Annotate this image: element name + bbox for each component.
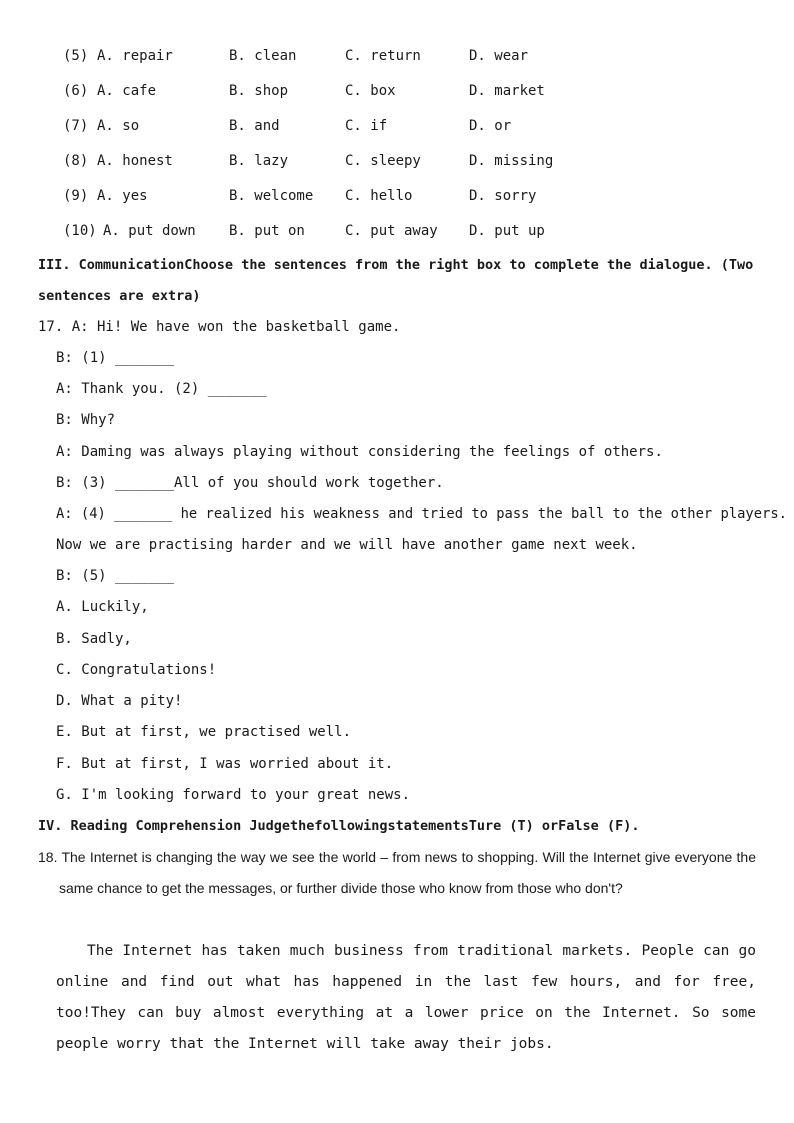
q17-line: B: (3) _______All of you should work together.	[56, 475, 444, 491]
q17-line: B: (5) _______	[56, 568, 175, 584]
option-d: D. missing	[469, 153, 554, 169]
q17-line: A: (4) _______ he realized his weakness and tried to pass the ball to the other players.	[56, 506, 787, 522]
choice-num: (7)	[63, 118, 89, 134]
q18-paragraph: The Internet has taken much business from traditional markets. People can go online and find out what has happened in the last few hours, and for free, too!They can buy almost everything at a lower price on the Internet. So some people worry that the Internet will take away their jobs.	[56, 943, 756, 1052]
option-d: D. or	[469, 118, 512, 134]
q17-option: E. But at first, we practised well.	[56, 724, 352, 740]
q17-line: A: Daming was always playing without considering the feelings of others.	[56, 444, 663, 460]
option-a: A. so	[97, 118, 140, 134]
option-b: B. shop	[229, 83, 289, 99]
option-b: B. welcome	[229, 188, 314, 204]
option-a: A. put down	[103, 223, 196, 239]
option-c: C. put away	[345, 223, 438, 239]
section-4-heading: IV. Reading Comprehension JudgethefollowingstatementsTure (T) orFalse (F).	[38, 818, 640, 834]
q17-option: G. I'm looking forward to your great news.	[56, 787, 411, 803]
q17-line: A: Thank you. (2) _______	[56, 381, 267, 397]
q18-intro-text: 18. The Internet is changing the way we see the world – from news to shopping. Will the Internet give everyone the same chance to get the messages, or further divide those who know from those who don't?	[38, 849, 756, 896]
q17-option: F. But at first, I was worried about it.	[56, 756, 394, 772]
option-a: A. repair	[97, 48, 173, 64]
option-b: B. put on	[229, 223, 305, 239]
option-d: D. market	[469, 83, 545, 99]
q17-line: B: (1) _______	[56, 350, 175, 366]
option-b: B. and	[229, 118, 280, 134]
choice-num: (5)	[63, 48, 89, 64]
option-a: A. honest	[97, 153, 173, 169]
section-3-heading-line2: sentences are extra)	[38, 288, 201, 304]
option-a: A. yes	[97, 188, 148, 204]
option-d: D. wear	[469, 48, 529, 64]
option-b: B. clean	[229, 48, 297, 64]
option-d: D. sorry	[469, 188, 537, 204]
option-c: C. hello	[345, 188, 413, 204]
q17-option: B. Sadly,	[56, 631, 132, 647]
q18-intro	[38, 842, 756, 904]
option-c: C. box	[345, 83, 396, 99]
choice-num: (6)	[63, 83, 89, 99]
option-b: B. lazy	[229, 153, 289, 169]
choice-num: (10)	[63, 223, 97, 239]
choice-num: (8)	[63, 153, 89, 169]
option-c: C. return	[345, 48, 421, 64]
q17-option: A. Luckily,	[56, 599, 149, 615]
q17-line: B: Why?	[56, 412, 116, 428]
option-c: C. sleepy	[345, 153, 421, 169]
q17-option: C. Congratulations!	[56, 662, 217, 678]
option-a: A. cafe	[97, 83, 157, 99]
option-d: D. put up	[469, 223, 545, 239]
choice-num: (9)	[63, 188, 89, 204]
q17-line: Now we are practising harder and we will have another game next week.	[56, 537, 638, 553]
q17-line: 17. A: Hi! We have won the basketball game.	[38, 319, 401, 335]
q17-option: D. What a pity!	[56, 693, 183, 709]
section-3-heading-line1: III. CommunicationChoose the sentences from the right box to complete the dialogue. (Two	[38, 257, 754, 273]
option-c: C. if	[345, 118, 388, 134]
